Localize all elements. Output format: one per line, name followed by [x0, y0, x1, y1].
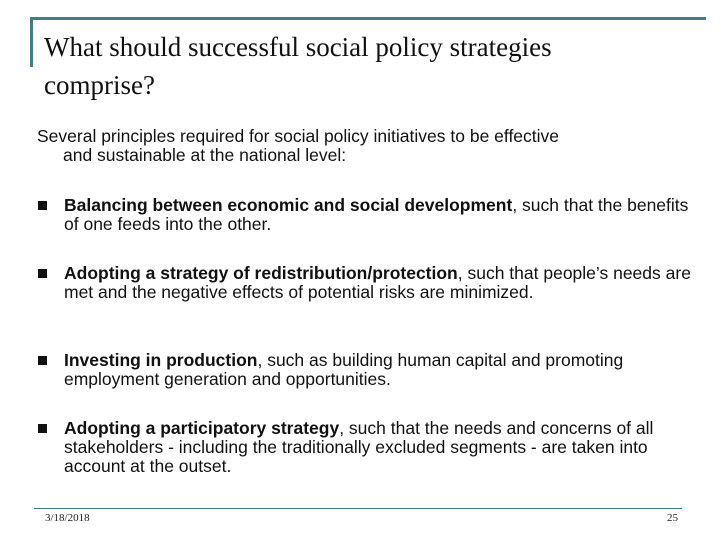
footer-divider	[34, 508, 682, 509]
bullet-rest: , such as building human capital and promoting employment generation and opportunities.	[64, 350, 624, 389]
bullet-bold: Investing in production	[64, 350, 258, 370]
bullet-rest: , such that people’s needs are met and the negative effects of potential risks are minimized.	[64, 263, 691, 302]
footer-date: 3/18/2018	[45, 512, 90, 524]
bullet-bold: Adopting a strategy of redistribution/protection	[64, 263, 458, 283]
slide-title-line2: comprise?	[44, 70, 155, 100]
bullet-bold: Adopting a participatory strategy	[64, 418, 340, 438]
bullet-text	[64, 196, 694, 234]
bullet-text	[64, 419, 694, 476]
bullet-bold: Balancing between economic and social development	[64, 195, 513, 215]
intro-line2: and sustainable at the national level:	[63, 145, 347, 165]
bullet-rest: , such that the benefits of one feeds into the other.	[64, 195, 689, 234]
intro-paragraph	[37, 127, 677, 165]
square-bullet-icon	[38, 269, 47, 278]
slide-title-line1: What should successful social policy strategies	[44, 32, 552, 62]
title-frame-left	[30, 17, 33, 67]
square-bullet-icon	[38, 356, 47, 365]
slide-title	[44, 28, 684, 104]
intro-line1: Several principles required for social policy initiatives to be effective	[37, 126, 560, 146]
bullet-rest: , such that the needs and concerns of all stakeholders - including the traditionally excluded segments - are taken into account at the outset.	[64, 418, 654, 476]
footer-page-number: 25	[667, 512, 678, 524]
title-frame-top	[30, 17, 706, 20]
bullet-text	[64, 351, 694, 389]
square-bullet-icon	[38, 424, 47, 433]
square-bullet-icon	[38, 201, 47, 210]
bullet-text	[64, 264, 694, 302]
